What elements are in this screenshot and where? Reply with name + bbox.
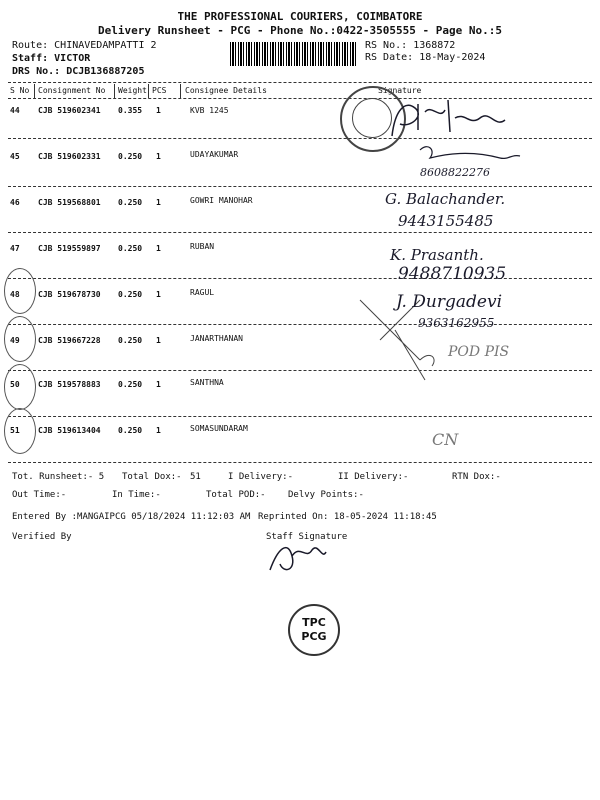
row-pcs: 1 xyxy=(156,198,161,207)
delvy-points: Delvy Points:- xyxy=(288,490,364,500)
row-consignment: CJB 519678730 xyxy=(38,290,101,299)
row-pcs: 1 xyxy=(156,244,161,253)
row-consignment: CJB 519568801 xyxy=(38,198,101,207)
drs-label: DRS No.: xyxy=(12,66,61,77)
col-sno: S No xyxy=(10,86,30,95)
row-consignment: CJB 519613404 xyxy=(38,426,101,435)
row-pcs: 1 xyxy=(156,426,161,435)
hand-phone-row47: 9488710935 xyxy=(398,264,507,284)
row-weight: 0.250 xyxy=(118,426,143,435)
row-pcs: 1 xyxy=(156,380,161,389)
route-value: CHINAVEDAMPATTI 2 xyxy=(54,40,157,51)
row-sno: 51 xyxy=(10,426,20,435)
hand-phone-row46: 9443155485 xyxy=(398,212,494,230)
row-weight: 0.250 xyxy=(118,244,143,253)
company-stamp xyxy=(288,604,340,656)
hand-note-row49: POD PIS xyxy=(448,344,510,360)
route-label: Route: xyxy=(12,40,49,51)
row-weight: 0.250 xyxy=(118,198,143,207)
hand-phone-row45: 8608822276 xyxy=(420,166,490,179)
row-consignee: RAGUL xyxy=(190,288,215,297)
entered-by: Entered By :MANGAIPCG 05/18/2024 11:12:03 AM xyxy=(12,512,251,522)
drs-value: DCJB136887205 xyxy=(66,66,145,77)
col-signature: Signature xyxy=(378,86,422,95)
col-consignee: Consignee Details xyxy=(185,86,267,95)
row-sno: 50 xyxy=(10,380,20,389)
verified-by: Verified By xyxy=(12,532,72,542)
pen-cross-mark xyxy=(360,300,434,380)
row-pcs: 1 xyxy=(156,106,161,115)
row-consignee: GOWRI MANOHAR xyxy=(190,196,253,205)
hand-phone-row48: 9363162955 xyxy=(418,316,495,330)
row-pcs: 1 xyxy=(156,152,161,161)
signature-row45 xyxy=(420,147,520,159)
row-consignee: SANTHNA xyxy=(190,378,224,387)
row-consignment: CJB 519559897 xyxy=(38,244,101,253)
hand-note-row51: CN xyxy=(432,430,459,449)
i-delivery: I Delivery:- xyxy=(228,472,294,482)
reprinted-on: Reprinted On: 18-05-2024 11:18:45 xyxy=(258,512,437,522)
rs-date-value: 18-May-2024 xyxy=(419,52,486,63)
row-consignment: CJB 519602341 xyxy=(38,106,101,115)
company-title: THE PROFESSIONAL COURIERS, COIMBATORE xyxy=(177,10,423,23)
row-pcs: 1 xyxy=(156,290,161,299)
hand-name-row46: G. Balachander. xyxy=(385,190,506,208)
total-dox-value: 51 xyxy=(190,472,201,482)
row-consignee: KVB 1245 xyxy=(190,106,229,115)
staff-value: VICTOR xyxy=(54,53,91,64)
signature-row44 xyxy=(392,100,505,136)
row-consignment: CJB 519578883 xyxy=(38,380,101,389)
col-consignment: Consignment No xyxy=(38,86,106,95)
runsheet-subtitle: Delivery Runsheet - PCG - Phone No.:0422-3505555 - Page No.:5 xyxy=(98,24,502,37)
row-consignment: CJB 519667228 xyxy=(38,336,101,345)
row-sno: 45 xyxy=(10,152,20,161)
row-weight: 0.250 xyxy=(118,336,143,345)
row-consignee: RUBAN xyxy=(190,242,215,251)
rs-date-label: RS Date: xyxy=(365,52,414,63)
row-pcs: 1 xyxy=(156,336,161,345)
stamp-bottom-text: PCG xyxy=(301,630,327,643)
ii-delivery: II Delivery:- xyxy=(338,472,409,482)
row-sno: 49 xyxy=(10,336,20,345)
row-sno: 47 xyxy=(10,244,20,253)
row-weight: 0.250 xyxy=(118,290,143,299)
row-consignee: SOMASUNDARAM xyxy=(190,424,248,433)
row-sno: 46 xyxy=(10,198,20,207)
row-consignee: UDAYAKUMAR xyxy=(190,150,239,159)
row-sno: 48 xyxy=(10,290,20,299)
rs-no-label: RS No.: xyxy=(365,40,408,51)
col-weight: Weight xyxy=(118,86,147,95)
out-time: Out Time:- xyxy=(12,490,67,500)
rtn-dox: RTN Dox:- xyxy=(452,472,501,482)
in-time: In Time:- xyxy=(112,490,161,500)
hand-name-row47: K. Prasanth. xyxy=(390,246,484,264)
total-dox-label: Total Dox:- xyxy=(122,472,182,482)
tot-runsheet: Tot. Runsheet:- 5 xyxy=(12,472,105,482)
hand-name-row48: J. Durgadevi xyxy=(396,292,503,312)
row-weight: 0.250 xyxy=(118,380,143,389)
staff-label: Staff: xyxy=(12,53,49,64)
col-pcs: PCS xyxy=(152,86,167,95)
row-weight: 0.250 xyxy=(118,152,143,161)
stamp-top-text: TPC xyxy=(302,616,326,629)
staff-signature-stroke xyxy=(270,548,326,570)
row-weight: 0.355 xyxy=(118,106,143,115)
row-consignment: CJB 519602331 xyxy=(38,152,101,161)
row-consignee: JANARTHANAN xyxy=(190,334,243,343)
staff-signature-label: Staff Signature xyxy=(266,532,348,542)
row-sno: 44 xyxy=(10,106,20,115)
total-pod: Total POD:- xyxy=(206,490,266,500)
rs-no-value: 1368872 xyxy=(413,40,456,51)
